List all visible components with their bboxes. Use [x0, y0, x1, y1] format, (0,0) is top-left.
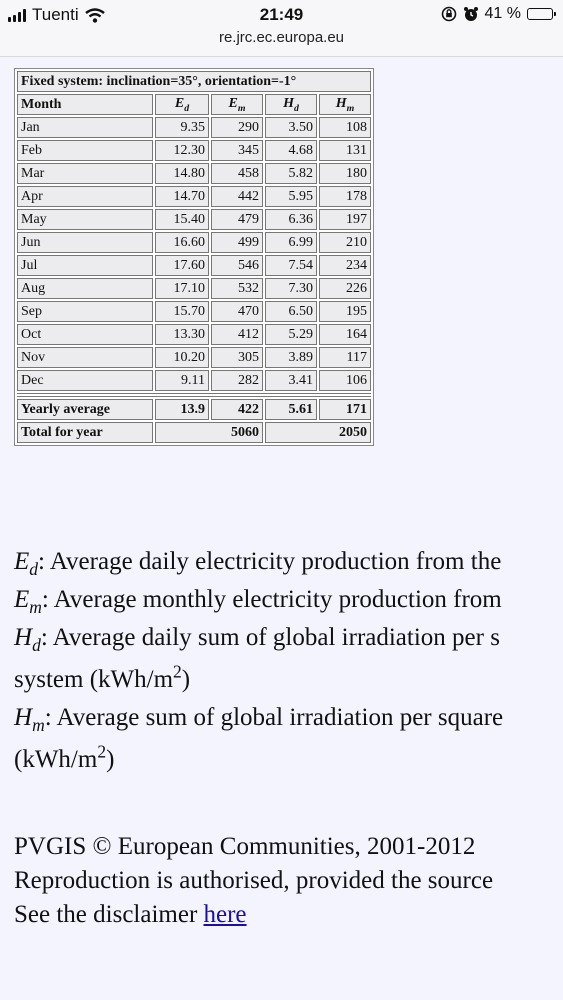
- cell-hm: 180: [319, 163, 371, 184]
- cell-month: Oct: [17, 324, 153, 345]
- disclaimer-line: See the disclaimer here: [14, 901, 247, 928]
- clock-time: 21:49: [259, 5, 304, 24]
- total-label: Total for year: [17, 422, 153, 443]
- cell-em: 499: [211, 232, 263, 253]
- header-em: $E_m$: [211, 94, 263, 115]
- cell-ed: 9.11: [155, 370, 209, 391]
- disclaimer-link[interactable]: here: [203, 901, 247, 928]
- cell-ed: 12.30: [155, 140, 209, 161]
- cell-em: 458: [211, 163, 263, 184]
- cell-em: 345: [211, 140, 263, 161]
- table-row: [17, 209, 371, 230]
- cell-month: May: [17, 209, 153, 230]
- cell-hm: 234: [319, 255, 371, 276]
- carrier-name: Tuenti: [32, 5, 79, 24]
- cell-em: 290: [211, 117, 263, 138]
- table-row: [17, 301, 371, 322]
- reproduction-text: Reproduction is authorised, provided the source: [14, 867, 494, 894]
- cell-hd: 3.89: [265, 347, 317, 368]
- copyright-text: PVGIS © European Communities, 2001-2012: [14, 833, 476, 860]
- legend-hm: $H_m$: Average sum of global irradiation per square: [14, 704, 504, 735]
- yearly-ed: 13.9: [155, 399, 209, 420]
- yearly-em: 422: [211, 399, 263, 420]
- cell-hm: 197: [319, 209, 371, 230]
- legend-hd-unit: system $(kWh/m^2)$: [14, 661, 191, 693]
- cell-month: Aug: [17, 278, 153, 299]
- cell-month: Mar: [17, 163, 153, 184]
- cell-em: 305: [211, 347, 263, 368]
- header-hm: $H_m$: [319, 94, 371, 115]
- cell-hd: 3.50: [265, 117, 317, 138]
- cell-hd: 6.99: [265, 232, 317, 253]
- cell-hm: 108: [319, 117, 371, 138]
- status-bar: [0, 0, 563, 57]
- cell-hm: 164: [319, 324, 371, 345]
- table-title: Fixed system: inclination=35°, orientation=-1°: [17, 71, 371, 92]
- header-hd: $H_d$: [265, 94, 317, 115]
- cell-ed: 9.35: [155, 117, 209, 138]
- cell-hd: 7.54: [265, 255, 317, 276]
- cell-hd: 7.30: [265, 278, 317, 299]
- legend-em: $E_m$: Average monthly electricity production from: [14, 586, 502, 617]
- cell-month: Dec: [17, 370, 153, 391]
- yearly-hm: 171: [319, 399, 371, 420]
- status-right: [441, 5, 553, 23]
- battery-icon: [527, 8, 553, 20]
- alarm-icon: [463, 6, 479, 22]
- cell-em: 479: [211, 209, 263, 230]
- yearly-hd: 5.61: [265, 399, 317, 420]
- total-hm: 2050: [265, 422, 371, 443]
- legend-hd: $H_d$: Average daily sum of global irradiation per s: [14, 624, 500, 655]
- cell-ed: 14.80: [155, 163, 209, 184]
- cell-ed: 10.20: [155, 347, 209, 368]
- footer: [14, 830, 563, 932]
- cell-hm: 106: [319, 370, 371, 391]
- cell-hm: 226: [319, 278, 371, 299]
- total-em: 5060: [155, 422, 263, 443]
- cell-hd: 5.29: [265, 324, 317, 345]
- table-row: [17, 140, 371, 161]
- cell-month: Jun: [17, 232, 153, 253]
- month-rows: [17, 117, 371, 391]
- cell-em: 470: [211, 301, 263, 322]
- table-divider: [17, 393, 371, 397]
- table-header-row: [17, 94, 371, 115]
- total-row: [17, 422, 371, 443]
- cell-ed: 16.60: [155, 232, 209, 253]
- cell-hd: 5.95: [265, 186, 317, 207]
- cell-em: 546: [211, 255, 263, 276]
- orientation-lock-icon: [441, 6, 457, 22]
- cell-hd: 5.82: [265, 163, 317, 184]
- table-row: [17, 186, 371, 207]
- table-row: [17, 347, 371, 368]
- cell-em: 442: [211, 186, 263, 207]
- legend-ed: $E_d$: Average daily electricity production from the: [14, 548, 502, 579]
- legend: [14, 543, 563, 779]
- cell-em: 412: [211, 324, 263, 345]
- cell-ed: 17.10: [155, 278, 209, 299]
- cell-hd: 4.68: [265, 140, 317, 161]
- cell-month: Jan: [17, 117, 153, 138]
- cell-month: Jul: [17, 255, 153, 276]
- pv-results-table: [14, 68, 374, 446]
- table-row: [17, 370, 371, 391]
- header-month: Month: [17, 94, 153, 115]
- table-row: [17, 117, 371, 138]
- cell-hd: 6.36: [265, 209, 317, 230]
- table-row: [17, 232, 371, 253]
- cell-hm: 131: [319, 140, 371, 161]
- cell-em: 282: [211, 370, 263, 391]
- header-ed: $E_d$: [155, 94, 209, 115]
- cell-hd: 6.50: [265, 301, 317, 322]
- table-row: [17, 324, 371, 345]
- cell-hm: 210: [319, 232, 371, 253]
- cell-hd: 3.41: [265, 370, 317, 391]
- cell-month: Apr: [17, 186, 153, 207]
- table-row: [17, 255, 371, 276]
- battery-percent: 41 %: [484, 5, 521, 22]
- cell-month: Nov: [17, 347, 153, 368]
- yearly-label: Yearly average: [17, 399, 153, 420]
- cell-hm: 195: [319, 301, 371, 322]
- address-bar-url[interactable]: re.jrc.ec.europa.eu: [218, 29, 345, 46]
- legend-hm-unit: $(kWh/m^2)$: [14, 741, 115, 773]
- cell-em: 532: [211, 278, 263, 299]
- table-row: [17, 163, 371, 184]
- cell-ed: 17.60: [155, 255, 209, 276]
- cell-hm: 117: [319, 347, 371, 368]
- cell-month: Feb: [17, 140, 153, 161]
- cell-ed: 13.30: [155, 324, 209, 345]
- cell-ed: 15.40: [155, 209, 209, 230]
- yearly-average-row: [17, 399, 371, 420]
- cell-month: Sep: [17, 301, 153, 322]
- cell-hm: 178: [319, 186, 371, 207]
- cell-ed: 15.70: [155, 301, 209, 322]
- cell-ed: 14.70: [155, 186, 209, 207]
- table-row: [17, 278, 371, 299]
